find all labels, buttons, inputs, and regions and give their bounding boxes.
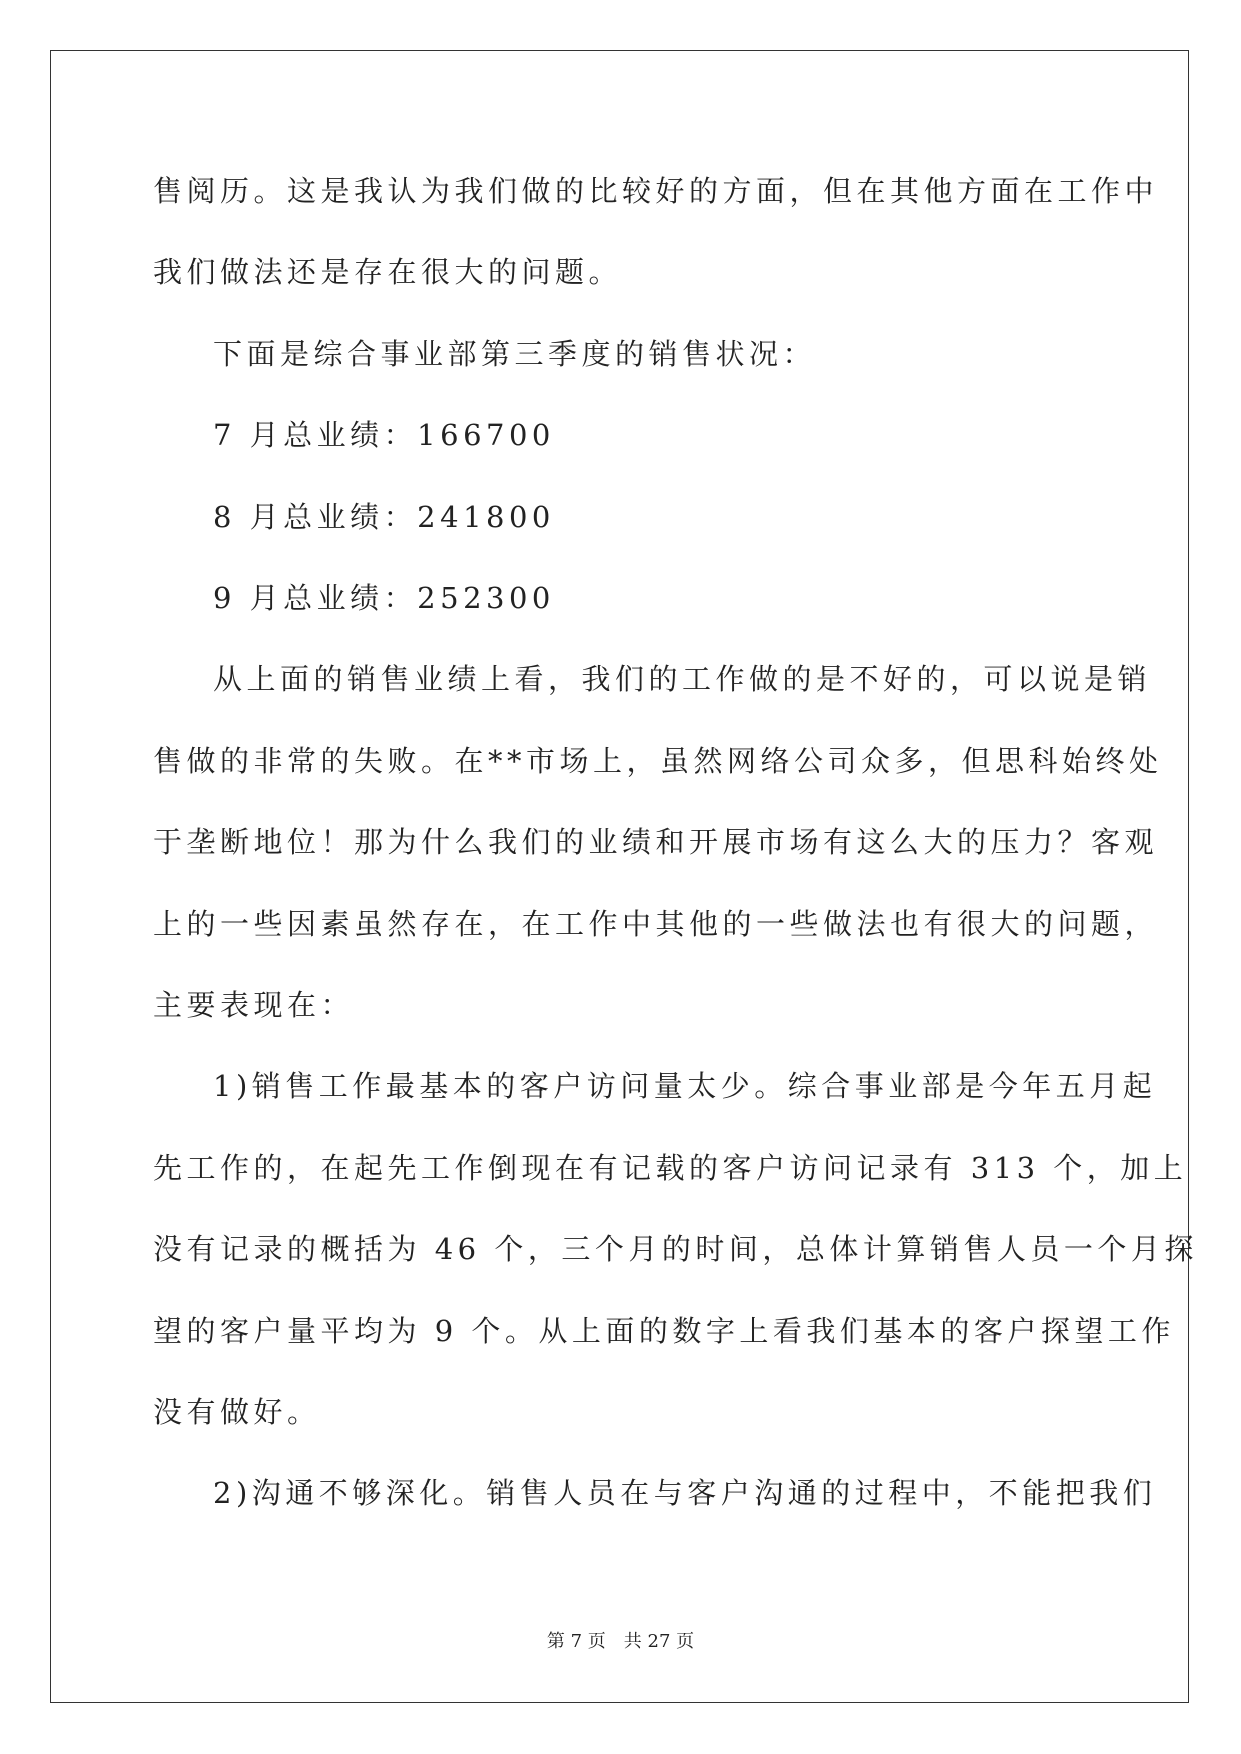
text-line: 1)销售工作最基本的客户访问量太少。综合事业部是今年五月起 — [213, 1069, 1157, 1103]
text-line: 没有记录的概括为 46 个，三个月的时间，总体计算销售人员一个月探 — [153, 1232, 1198, 1266]
text-line: 上的一些因素虽然存在，在工作中其他的一些做法也有很大的问题， — [153, 907, 1159, 941]
text-line: 主要表现在： — [153, 988, 355, 1022]
text-line: 先工作的，在起先工作倒现在有记载的客户访问记录有 313 个，加上 — [153, 1151, 1188, 1185]
text-line: 7 月总业绩：166700 — [213, 418, 555, 452]
page-total: 共 27 页 — [623, 1631, 695, 1652]
text-line: 我们做法还是存在很大的问题。 — [153, 255, 623, 289]
page-footer — [0, 1630, 1241, 1654]
page-border — [50, 50, 1189, 1703]
text-line: 没有做好。 — [153, 1395, 321, 1429]
text-line: 从上面的销售业绩上看，我们的工作做的是不好的，可以说是销 — [213, 662, 1152, 696]
text-line: 售阅历。这是我认为我们做的比较好的方面，但在其他方面在工作中 — [153, 174, 1159, 208]
text-line: 9 月总业绩：252300 — [213, 581, 555, 615]
page-number: 第 7 页 — [546, 1631, 606, 1652]
text-line: 8 月总业绩：241800 — [213, 500, 555, 534]
text-line: 于垄断地位！那为什么我们的业绩和开展市场有这么大的压力？客观 — [153, 825, 1159, 859]
text-line: 下面是综合事业部第三季度的销售状况： — [213, 337, 817, 371]
text-line: 望的客户量平均为 9 个。从上面的数字上看我们基本的客户探望工作 — [153, 1314, 1175, 1348]
text-line: 售做的非常的失败。在**市场上，虽然网络公司众多，但思科始终处 — [153, 744, 1163, 778]
text-line: 2)沟通不够深化。销售人员在与客户沟通的过程中，不能把我们 — [213, 1476, 1157, 1510]
